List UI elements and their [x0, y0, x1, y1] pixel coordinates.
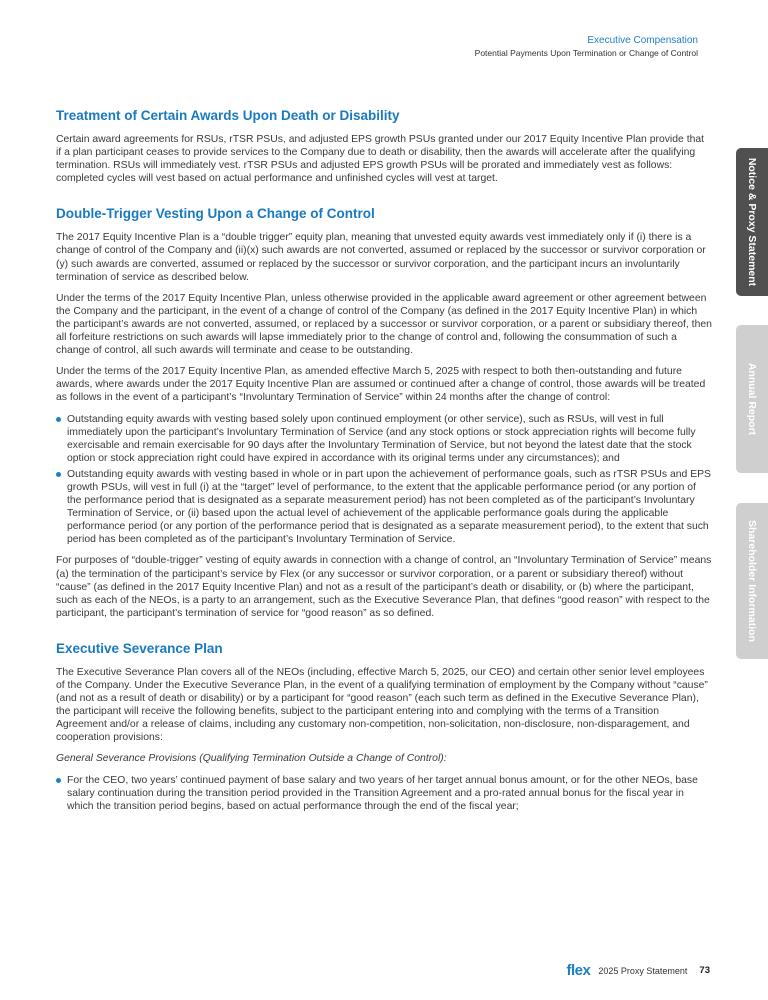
- tab-label: Annual Report: [746, 362, 758, 436]
- flex-logo: flex: [566, 962, 591, 979]
- paragraph: Under the terms of the 2017 Equity Incentive Plan, as amended effective March 5, 2025 with respect to both then-outstanding and future awards, where awards under the 2017 Equity Incentive Plan are assumed or continued after a change of control, those awards will be treated as follows in the event of a participant’s “Involuntary Termination of Service” within 24 months after the change of control:: [56, 366, 706, 404]
- heading-severance: Executive Severance Plan: [56, 640, 223, 656]
- bullet-icon: [56, 417, 61, 422]
- page-header: [475, 34, 698, 59]
- list-item-text: Outstanding equity awards with vesting based in whole or in part upon the achievement of performance goals, such as rTSR PSUs and EPS growth PSUs, will vest in full (i) at the “target” level of performance, to the extent that the applicable performance period (or any portion of the performance period that is designated as a separate measurement period) has not been completed as of the participant’s Involuntary Termination of Service, or (ii) based upon the actual level of achievement of the applicable performance goals during the applicable performance period (or any portion of the performance period that is designated as a separate measurement period), to the extent that such period has been completed as of the participant’s Involuntary Termination of Service.: [67, 468, 711, 546]
- bullet-list: [56, 774, 712, 813]
- document-title: 2025 Proxy Statement: [598, 965, 688, 976]
- paragraph: The Executive Severance Plan covers all of the NEOs (including, effective March 5, 2025, our CEO) and certain other senior level employees of the Company. Under the Executive Severance Plan, in the event of a qualifying termination of employment by the Company without “cause” (and not as a result of death or disability) or by a participant for “good reason” (each such term as defined in the Executive Severance Plan), the participant will receive the following benefits, subject to the participant entering into and complying with the terms of a Transition Agreement and/or a release of claims, including any customary non-competition, non-solicitation, non-disclosure, non-disparagement, and cooperation provisions:: [56, 666, 708, 744]
- paragraph: For purposes of “double-trigger” vesting of equity awards in connection with a change of control, an “Involuntary Termination of Service” means (a) the termination of the participant’s service by Flex (or any successor or survivor corporation, or a parent or subsidiary thereof) without “cause” (as defined in the 2017 Equity Incentive Plan) and not as a result of the participant’s death or disability, or (b) where the participant, such as each of the NEOs, is a party to an arrangement, such as the Executive Severance Plan, that defines “good reason” with respect to the participant, the participant’s termination of service for “good reason” as so defined.: [56, 555, 712, 619]
- subsection-title: Potential Payments Upon Termination or Change of Control: [474, 48, 698, 58]
- tab-label: Shareholder Information: [746, 520, 758, 642]
- page-number: 73: [699, 965, 710, 976]
- heading-death-disability: Treatment of Certain Awards Upon Death or Disability: [56, 108, 400, 123]
- list-item: [56, 468, 712, 547]
- bullet-icon: [56, 472, 61, 477]
- subheading: General Severance Provisions (Qualifying Termination Outside a Change of Control):: [56, 753, 447, 765]
- list-item-text: Outstanding equity awards with vesting based solely upon continued employment (or other service), such as RSUs, will vest in full immediately upon the participant’s Involuntary Termination of Service (and any stock options or stock appreciation rights will become fully exercisable and remain exercisable for 90 days after the Involuntary Termination of Service, but not beyond the latest date that the stock option or stock appreciation right could have expired in accordance with its original terms under any circumstances); and: [67, 413, 696, 464]
- bullet-icon: [56, 778, 61, 783]
- paragraph: Under the terms of the 2017 Equity Incentive Plan, unless otherwise provided in the applicable award agreement or other agreement between the Company and the participant, in the event of a change of control of the Company (as defined in the 2017 Equity Incentive Plan) in which the participant’s awards are not converted, assumed, or replaced by a successor or survivor corporation, or a parent or subsidiary thereof, then all forfeiture restrictions on such awards will lapse immediately prior to the change of control and, following the consummation of such a change of control, all such awards will terminate and cease to be outstanding.: [56, 292, 712, 357]
- page-footer: [567, 962, 711, 979]
- main-content: [56, 108, 712, 821]
- list-item: [56, 774, 712, 813]
- paragraph: The 2017 Equity Incentive Plan is a “double trigger” equity plan, meaning that unvested equity awards vest immediately only if (i) there is a change of control of the Company and (ii)(x) such awards are not converted, assumed or replaced by the successor or survivor corporation or (y) such awards are converted, assumed or replaced by the successor or survivor corporation, and the participant incurs an involuntarily termination of service as described below.: [56, 232, 706, 283]
- tab-label: Notice & Proxy Statement: [746, 157, 758, 287]
- paragraph: Certain award agreements for RSUs, rTSR PSUs, and adjusted EPS growth PSUs granted under our 2017 Equity Incentive Plan provide that if a plan participant ceases to provide services to the Company due to death or disability, then the awards will accelerate after the qualifying termination. RSUs will immediately vest. rTSR PSUs and adjusted EPS growth PSUs will be prorated and immediately vest as follows: completed cycles will vest based on actual performance and unfinished cycles will vest at target.: [56, 134, 705, 185]
- list-item: [56, 413, 712, 465]
- heading-double-trigger: Double-Trigger Vesting Upon a Change of Control: [56, 206, 375, 222]
- bullet-list: [56, 413, 712, 547]
- tab-annual-report[interactable]: [736, 325, 768, 473]
- tab-notice-proxy-statement[interactable]: [736, 148, 768, 296]
- tab-shareholder-information[interactable]: [736, 503, 768, 659]
- list-item-text: For the CEO, two years’ continued payment of base salary and two years of her target annual bonus amount, or for the other NEOs, base salary continuation during the transition period provided in the Transition Agreement and a pro-rated annual bonus for the fiscal year in which the transition period begins, based on actual performance through the end of the fiscal year;: [67, 774, 698, 812]
- section-title: Executive Compensation: [587, 35, 698, 46]
